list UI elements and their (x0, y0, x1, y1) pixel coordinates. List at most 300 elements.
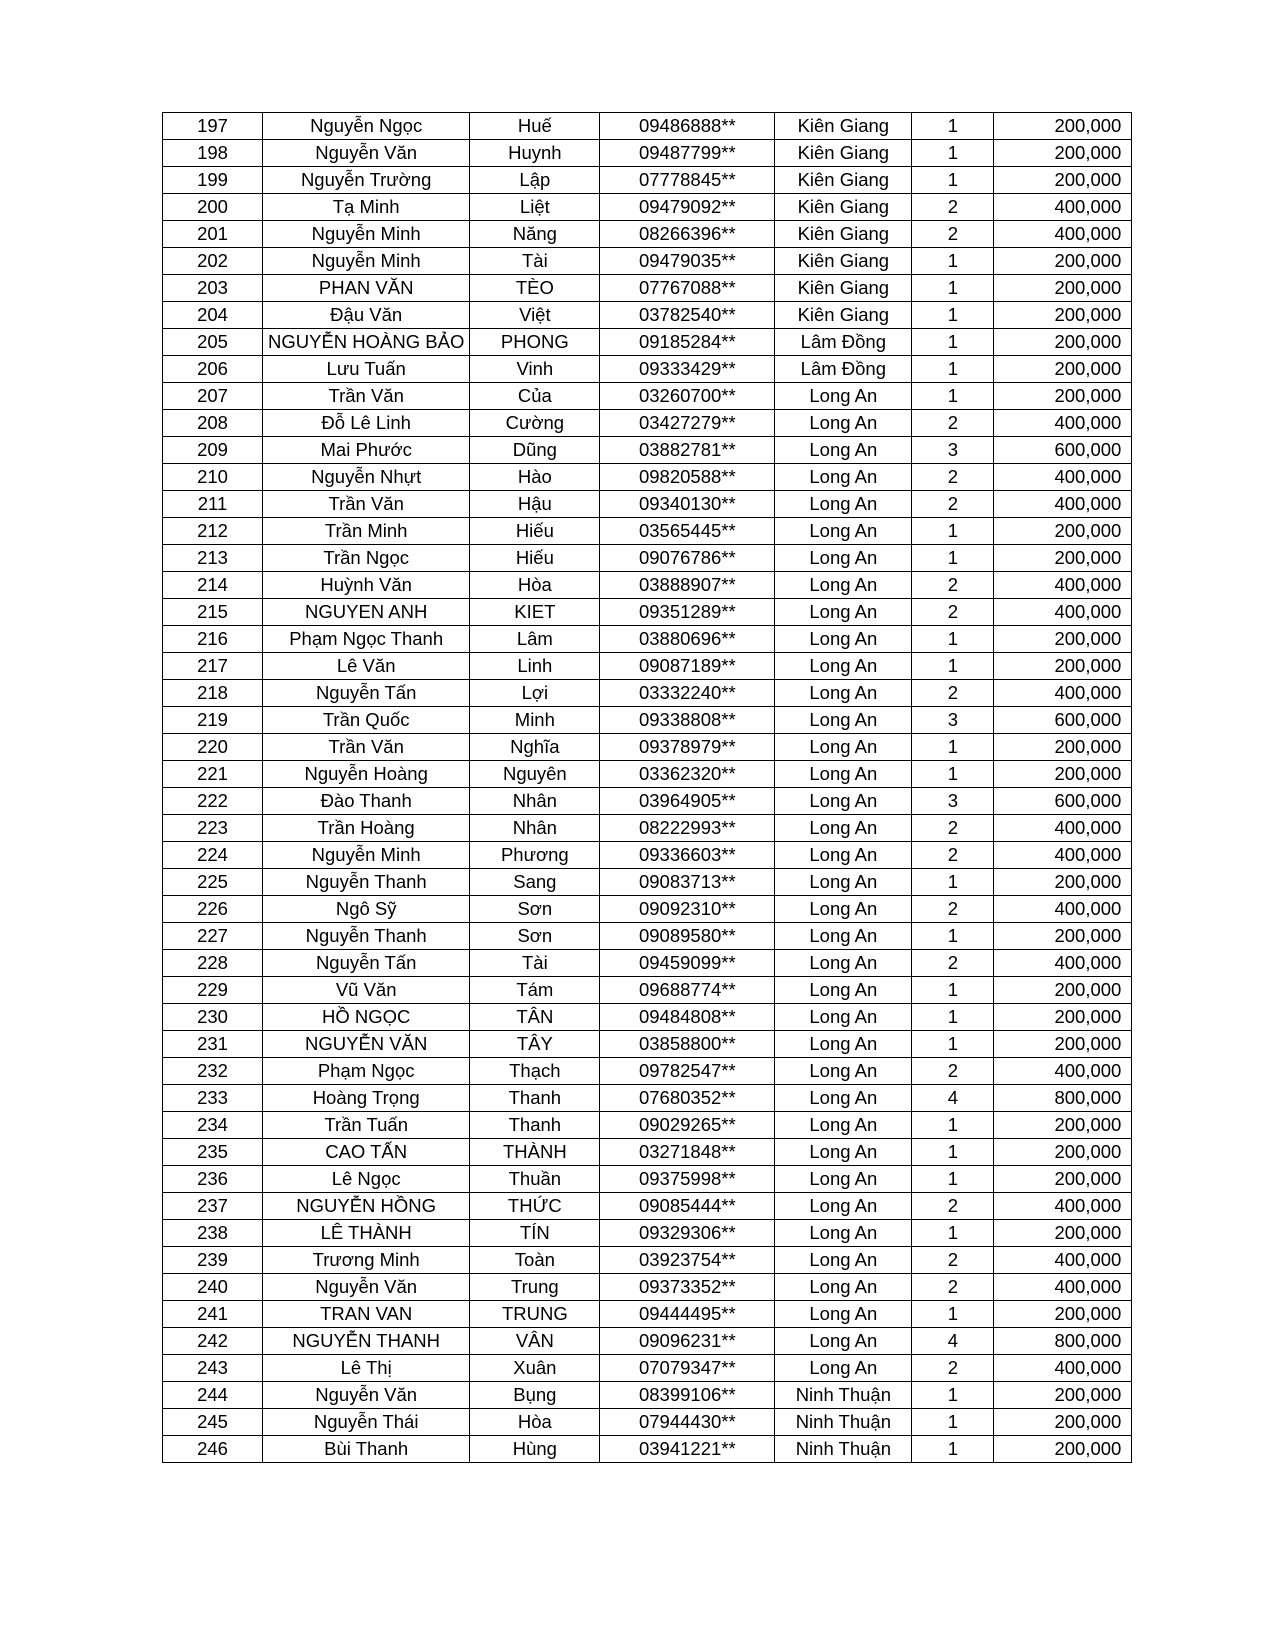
family-name-cell: Lưu Tuấn (263, 356, 470, 383)
row-number-cell: 239 (163, 1247, 263, 1274)
given-name-cell: Liệt (470, 194, 600, 221)
row-number-cell: 233 (163, 1085, 263, 1112)
table-row (163, 653, 1132, 680)
phone-cell: 03858800** (600, 1031, 775, 1058)
amount-cell: 400,000 (994, 1355, 1132, 1382)
quantity-cell: 4 (912, 1085, 994, 1112)
phone-cell: 08266396** (600, 221, 775, 248)
row-number-cell: 244 (163, 1382, 263, 1409)
table-row (163, 491, 1132, 518)
province-cell: Lâm Đồng (775, 356, 912, 383)
given-name-cell: Tài (470, 248, 600, 275)
family-name-cell: CAO TẤN (263, 1139, 470, 1166)
given-name-cell: Hậu (470, 491, 600, 518)
family-name-cell: Lê Thị (263, 1355, 470, 1382)
amount-cell: 400,000 (994, 1193, 1132, 1220)
family-name-cell: Nguyễn Trường (263, 167, 470, 194)
row-number-cell: 205 (163, 329, 263, 356)
amount-cell: 400,000 (994, 1247, 1132, 1274)
table-row (163, 194, 1132, 221)
phone-cell: 09085444** (600, 1193, 775, 1220)
province-cell: Long An (775, 734, 912, 761)
row-number-cell: 243 (163, 1355, 263, 1382)
given-name-cell: Của (470, 383, 600, 410)
quantity-cell: 3 (912, 437, 994, 464)
table-row (163, 1355, 1132, 1382)
family-name-cell: Nguyễn Ngọc (263, 113, 470, 140)
phone-cell: 08222993** (600, 815, 775, 842)
family-name-cell: Nguyễn Hoàng (263, 761, 470, 788)
given-name-cell: Tài (470, 950, 600, 977)
amount-cell: 400,000 (994, 491, 1132, 518)
given-name-cell: Huế (470, 113, 600, 140)
family-name-cell: Trần Văn (263, 383, 470, 410)
family-name-cell: Nguyễn Tấn (263, 680, 470, 707)
given-name-cell: Nhân (470, 788, 600, 815)
amount-cell: 200,000 (994, 1004, 1132, 1031)
amount-cell: 200,000 (994, 113, 1132, 140)
amount-cell: 200,000 (994, 518, 1132, 545)
table-row (163, 221, 1132, 248)
table-row (163, 1220, 1132, 1247)
amount-cell: 400,000 (994, 950, 1132, 977)
amount-cell: 400,000 (994, 1058, 1132, 1085)
amount-cell: 200,000 (994, 1112, 1132, 1139)
quantity-cell: 1 (912, 1220, 994, 1247)
row-number-cell: 213 (163, 545, 263, 572)
province-cell: Long An (775, 599, 912, 626)
row-number-cell: 220 (163, 734, 263, 761)
row-number-cell: 218 (163, 680, 263, 707)
amount-cell: 200,000 (994, 626, 1132, 653)
province-cell: Kiên Giang (775, 221, 912, 248)
row-number-cell: 238 (163, 1220, 263, 1247)
province-cell: Long An (775, 626, 912, 653)
family-name-cell: Đào Thanh (263, 788, 470, 815)
row-number-cell: 246 (163, 1436, 263, 1463)
province-cell: Long An (775, 1355, 912, 1382)
province-cell: Long An (775, 950, 912, 977)
province-cell: Long An (775, 707, 912, 734)
table-row (163, 329, 1132, 356)
given-name-cell: TÂN (470, 1004, 600, 1031)
quantity-cell: 1 (912, 1004, 994, 1031)
amount-cell: 400,000 (994, 842, 1132, 869)
family-name-cell: Đậu Văn (263, 302, 470, 329)
given-name-cell: Nguyên (470, 761, 600, 788)
phone-cell: 03271848** (600, 1139, 775, 1166)
phone-cell: 03882781** (600, 437, 775, 464)
province-cell: Long An (775, 1220, 912, 1247)
row-number-cell: 209 (163, 437, 263, 464)
table-row (163, 140, 1132, 167)
amount-cell: 400,000 (994, 410, 1132, 437)
province-cell: Long An (775, 437, 912, 464)
family-name-cell: Lê Ngọc (263, 1166, 470, 1193)
amount-cell: 400,000 (994, 464, 1132, 491)
amount-cell: 200,000 (994, 1409, 1132, 1436)
phone-cell: 03427279** (600, 410, 775, 437)
quantity-cell: 2 (912, 572, 994, 599)
quantity-cell: 1 (912, 113, 994, 140)
family-name-cell: Nguyễn Minh (263, 842, 470, 869)
given-name-cell: Hòa (470, 572, 600, 599)
phone-cell: 09087189** (600, 653, 775, 680)
family-name-cell: NGUYỄN VĂN (263, 1031, 470, 1058)
quantity-cell: 2 (912, 221, 994, 248)
phone-cell: 09444495** (600, 1301, 775, 1328)
family-name-cell: Trần Ngọc (263, 545, 470, 572)
row-number-cell: 226 (163, 896, 263, 923)
province-cell: Long An (775, 1247, 912, 1274)
amount-cell: 600,000 (994, 788, 1132, 815)
amount-cell: 200,000 (994, 545, 1132, 572)
quantity-cell: 1 (912, 383, 994, 410)
quantity-cell: 2 (912, 950, 994, 977)
province-cell: Long An (775, 383, 912, 410)
phone-cell: 03782540** (600, 302, 775, 329)
province-cell: Long An (775, 977, 912, 1004)
family-name-cell: Nguyễn Minh (263, 221, 470, 248)
quantity-cell: 1 (912, 1301, 994, 1328)
amount-cell: 400,000 (994, 896, 1132, 923)
row-number-cell: 212 (163, 518, 263, 545)
row-number-cell: 223 (163, 815, 263, 842)
phone-cell: 09479035** (600, 248, 775, 275)
phone-cell: 09688774** (600, 977, 775, 1004)
family-name-cell: Tạ Minh (263, 194, 470, 221)
table-row (163, 410, 1132, 437)
row-number-cell: 221 (163, 761, 263, 788)
table-row (163, 815, 1132, 842)
phone-cell: 03888907** (600, 572, 775, 599)
phone-cell: 09378979** (600, 734, 775, 761)
given-name-cell: Hòa (470, 1409, 600, 1436)
given-name-cell: Thanh (470, 1085, 600, 1112)
phone-cell: 09096231** (600, 1328, 775, 1355)
amount-cell: 400,000 (994, 599, 1132, 626)
row-number-cell: 201 (163, 221, 263, 248)
quantity-cell: 2 (912, 491, 994, 518)
phone-cell: 03260700** (600, 383, 775, 410)
given-name-cell: Lợi (470, 680, 600, 707)
table-row (163, 275, 1132, 302)
row-number-cell: 207 (163, 383, 263, 410)
province-cell: Long An (775, 842, 912, 869)
quantity-cell: 2 (912, 599, 994, 626)
table-row (163, 1382, 1132, 1409)
given-name-cell: Thuần (470, 1166, 600, 1193)
province-cell: Long An (775, 1301, 912, 1328)
quantity-cell: 1 (912, 1166, 994, 1193)
family-name-cell: NGUYỄN HOÀNG BẢO (263, 329, 470, 356)
family-name-cell: Trương Minh (263, 1247, 470, 1274)
amount-cell: 600,000 (994, 707, 1132, 734)
province-cell: Long An (775, 815, 912, 842)
phone-cell: 09487799** (600, 140, 775, 167)
quantity-cell: 1 (912, 653, 994, 680)
family-name-cell: Nguyễn Nhựt (263, 464, 470, 491)
table-row (163, 302, 1132, 329)
phone-cell: 08399106** (600, 1382, 775, 1409)
given-name-cell: Sơn (470, 923, 600, 950)
phone-cell: 09029265** (600, 1112, 775, 1139)
province-cell: Long An (775, 788, 912, 815)
table-row (163, 896, 1132, 923)
amount-cell: 400,000 (994, 680, 1132, 707)
row-number-cell: 236 (163, 1166, 263, 1193)
quantity-cell: 2 (912, 680, 994, 707)
quantity-cell: 2 (912, 194, 994, 221)
table-row (163, 464, 1132, 491)
family-name-cell: Trần Tuấn (263, 1112, 470, 1139)
phone-cell: 09329306** (600, 1220, 775, 1247)
table-row (163, 1193, 1132, 1220)
phone-cell: 09782547** (600, 1058, 775, 1085)
table-row (163, 707, 1132, 734)
row-number-cell: 208 (163, 410, 263, 437)
phone-cell: 03964905** (600, 788, 775, 815)
family-name-cell: Trần Minh (263, 518, 470, 545)
given-name-cell: PHONG (470, 329, 600, 356)
roster-table (162, 112, 1132, 1463)
quantity-cell: 1 (912, 302, 994, 329)
given-name-cell: Hiếu (470, 518, 600, 545)
given-name-cell: Nghĩa (470, 734, 600, 761)
given-name-cell: Hùng (470, 1436, 600, 1463)
quantity-cell: 2 (912, 1355, 994, 1382)
row-number-cell: 242 (163, 1328, 263, 1355)
given-name-cell: Nhân (470, 815, 600, 842)
given-name-cell: Minh (470, 707, 600, 734)
table-row (163, 842, 1132, 869)
quantity-cell: 1 (912, 734, 994, 761)
family-name-cell: HỒ NGỌC (263, 1004, 470, 1031)
row-number-cell: 241 (163, 1301, 263, 1328)
table-row (163, 1139, 1132, 1166)
table-row (163, 572, 1132, 599)
table-row (163, 1247, 1132, 1274)
table-row (163, 113, 1132, 140)
quantity-cell: 1 (912, 248, 994, 275)
amount-cell: 800,000 (994, 1085, 1132, 1112)
phone-cell: 09486888** (600, 113, 775, 140)
phone-cell: 09185284** (600, 329, 775, 356)
family-name-cell: Nguyễn Văn (263, 1382, 470, 1409)
quantity-cell: 1 (912, 140, 994, 167)
given-name-cell: Dũng (470, 437, 600, 464)
phone-cell: 09375998** (600, 1166, 775, 1193)
amount-cell: 600,000 (994, 437, 1132, 464)
province-cell: Long An (775, 1274, 912, 1301)
amount-cell: 200,000 (994, 923, 1132, 950)
family-name-cell: PHAN VĂN (263, 275, 470, 302)
table-row (163, 1301, 1132, 1328)
family-name-cell: Vũ Văn (263, 977, 470, 1004)
table-row (163, 1004, 1132, 1031)
amount-cell: 200,000 (994, 1166, 1132, 1193)
quantity-cell: 2 (912, 896, 994, 923)
province-cell: Kiên Giang (775, 275, 912, 302)
quantity-cell: 2 (912, 842, 994, 869)
family-name-cell: Nguyễn Văn (263, 1274, 470, 1301)
row-number-cell: 234 (163, 1112, 263, 1139)
given-name-cell: KIET (470, 599, 600, 626)
table-row (163, 1031, 1132, 1058)
family-name-cell: NGUYEN ANH (263, 599, 470, 626)
amount-cell: 200,000 (994, 734, 1132, 761)
row-number-cell: 204 (163, 302, 263, 329)
family-name-cell: Nguyễn Tấn (263, 950, 470, 977)
table-row (163, 1328, 1132, 1355)
family-name-cell: NGUYỄN HỒNG (263, 1193, 470, 1220)
amount-cell: 200,000 (994, 977, 1132, 1004)
quantity-cell: 2 (912, 1193, 994, 1220)
given-name-cell: VÂN (470, 1328, 600, 1355)
amount-cell: 200,000 (994, 167, 1132, 194)
table-row (163, 950, 1132, 977)
quantity-cell: 1 (912, 1382, 994, 1409)
province-cell: Long An (775, 1031, 912, 1058)
phone-cell: 03362320** (600, 761, 775, 788)
table-row (163, 518, 1132, 545)
quantity-cell: 2 (912, 815, 994, 842)
family-name-cell: Ngô Sỹ (263, 896, 470, 923)
amount-cell: 800,000 (994, 1328, 1132, 1355)
amount-cell: 200,000 (994, 275, 1132, 302)
roster-body (163, 113, 1132, 1463)
phone-cell: 07778845** (600, 167, 775, 194)
given-name-cell: Lập (470, 167, 600, 194)
family-name-cell: Nguyễn Thái (263, 1409, 470, 1436)
province-cell: Long An (775, 1112, 912, 1139)
row-number-cell: 229 (163, 977, 263, 1004)
amount-cell: 200,000 (994, 356, 1132, 383)
quantity-cell: 1 (912, 545, 994, 572)
quantity-cell: 2 (912, 1058, 994, 1085)
given-name-cell: Tám (470, 977, 600, 1004)
table-row (163, 545, 1132, 572)
phone-cell: 09076786** (600, 545, 775, 572)
row-number-cell: 227 (163, 923, 263, 950)
amount-cell: 200,000 (994, 1301, 1132, 1328)
row-number-cell: 219 (163, 707, 263, 734)
table-row (163, 1058, 1132, 1085)
province-cell: Long An (775, 491, 912, 518)
province-cell: Kiên Giang (775, 167, 912, 194)
quantity-cell: 1 (912, 626, 994, 653)
given-name-cell: Hào (470, 464, 600, 491)
row-number-cell: 245 (163, 1409, 263, 1436)
phone-cell: 03565445** (600, 518, 775, 545)
given-name-cell: TRUNG (470, 1301, 600, 1328)
family-name-cell: Trần Quốc (263, 707, 470, 734)
row-number-cell: 198 (163, 140, 263, 167)
phone-cell: 07680352** (600, 1085, 775, 1112)
row-number-cell: 222 (163, 788, 263, 815)
row-number-cell: 224 (163, 842, 263, 869)
amount-cell: 200,000 (994, 1031, 1132, 1058)
table-row (163, 869, 1132, 896)
family-name-cell: LÊ THÀNH (263, 1220, 470, 1247)
table-row (163, 383, 1132, 410)
given-name-cell: THỨC (470, 1193, 600, 1220)
phone-cell: 07767088** (600, 275, 775, 302)
province-cell: Kiên Giang (775, 140, 912, 167)
province-cell: Kiên Giang (775, 113, 912, 140)
given-name-cell: Toàn (470, 1247, 600, 1274)
phone-cell: 03332240** (600, 680, 775, 707)
table-row (163, 1112, 1132, 1139)
quantity-cell: 1 (912, 1409, 994, 1436)
row-number-cell: 217 (163, 653, 263, 680)
province-cell: Long An (775, 518, 912, 545)
family-name-cell: Hoàng Trọng (263, 1085, 470, 1112)
row-number-cell: 200 (163, 194, 263, 221)
family-name-cell: Lê Văn (263, 653, 470, 680)
phone-cell: 09083713** (600, 869, 775, 896)
quantity-cell: 1 (912, 869, 994, 896)
given-name-cell: TÈO (470, 275, 600, 302)
family-name-cell: Huỳnh Văn (263, 572, 470, 599)
quantity-cell: 3 (912, 788, 994, 815)
quantity-cell: 1 (912, 518, 994, 545)
province-cell: Long An (775, 1139, 912, 1166)
family-name-cell: Nguyễn Thanh (263, 923, 470, 950)
table-row (163, 788, 1132, 815)
family-name-cell: TRAN VAN (263, 1301, 470, 1328)
family-name-cell: Trần Văn (263, 734, 470, 761)
table-row (163, 1409, 1132, 1436)
family-name-cell: Nguyễn Thanh (263, 869, 470, 896)
family-name-cell: Nguyễn Văn (263, 140, 470, 167)
given-name-cell: TÂY (470, 1031, 600, 1058)
row-number-cell: 216 (163, 626, 263, 653)
given-name-cell: Linh (470, 653, 600, 680)
given-name-cell: Thanh (470, 1112, 600, 1139)
row-number-cell: 211 (163, 491, 263, 518)
row-number-cell: 230 (163, 1004, 263, 1031)
phone-cell: 09351289** (600, 599, 775, 626)
province-cell: Long An (775, 1166, 912, 1193)
row-number-cell: 215 (163, 599, 263, 626)
quantity-cell: 1 (912, 329, 994, 356)
row-number-cell: 203 (163, 275, 263, 302)
quantity-cell: 1 (912, 1031, 994, 1058)
province-cell: Long An (775, 464, 912, 491)
given-name-cell: Bụng (470, 1382, 600, 1409)
given-name-cell: Lâm (470, 626, 600, 653)
amount-cell: 200,000 (994, 1139, 1132, 1166)
phone-cell: 09484808** (600, 1004, 775, 1031)
given-name-cell: Xuân (470, 1355, 600, 1382)
province-cell: Long An (775, 761, 912, 788)
table-row (163, 1436, 1132, 1463)
quantity-cell: 1 (912, 1139, 994, 1166)
given-name-cell: Năng (470, 221, 600, 248)
table-row (163, 734, 1132, 761)
amount-cell: 200,000 (994, 869, 1132, 896)
family-name-cell: Phạm Ngọc Thanh (263, 626, 470, 653)
table-row (163, 761, 1132, 788)
amount-cell: 400,000 (994, 572, 1132, 599)
row-number-cell: 240 (163, 1274, 263, 1301)
family-name-cell: NGUYỄN THANH (263, 1328, 470, 1355)
given-name-cell: Vinh (470, 356, 600, 383)
amount-cell: 200,000 (994, 1382, 1132, 1409)
table-row (163, 437, 1132, 464)
province-cell: Long An (775, 923, 912, 950)
